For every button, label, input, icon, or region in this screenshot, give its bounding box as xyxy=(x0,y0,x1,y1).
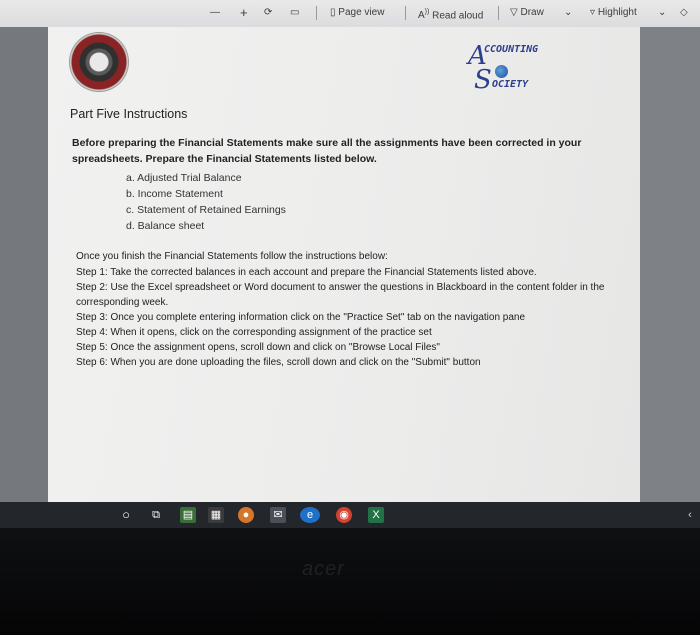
excel-icon[interactable]: X xyxy=(368,507,384,523)
step-item: Step 6: When you are done uploading the files, scroll down and click on the "Submit" button xyxy=(76,357,481,368)
page-view-label: Page view xyxy=(338,7,385,18)
laptop-bezel xyxy=(0,528,700,635)
logo-initial-a: A xyxy=(468,41,487,71)
store-icon[interactable]: ▦ xyxy=(208,507,224,523)
step-item: Step 1: Take the corrected balances in each account and prepare the Financial Statements listed above. xyxy=(76,267,537,278)
list-item: d. Balance sheet xyxy=(126,220,205,232)
viewer-background-left xyxy=(0,27,48,502)
task-view-icon[interactable]: ⧉ xyxy=(152,509,160,521)
list-item: a. Adjusted Trial Balance xyxy=(126,172,242,184)
taskbar xyxy=(0,502,700,528)
page-view-button[interactable] xyxy=(330,6,384,20)
university-seal-logo xyxy=(70,33,128,91)
document-page xyxy=(48,27,640,502)
list-item: c. Statement of Retained Earnings xyxy=(126,204,286,216)
mail-icon[interactable]: ✉ xyxy=(270,507,286,523)
logo-text-society: OCIETY xyxy=(492,79,529,90)
list-item: b. Income Statement xyxy=(126,188,223,200)
edge-icon[interactable]: e xyxy=(300,507,320,523)
draw-icon: ▽ xyxy=(510,7,518,18)
highlight-icon: ▿ xyxy=(590,7,596,18)
read-aloud-button[interactable] xyxy=(418,6,483,20)
logo-text-accounting: CCOUNTING xyxy=(484,44,539,55)
draw-button[interactable] xyxy=(510,6,544,20)
toolbar-divider xyxy=(498,6,499,20)
highlight-label: Highlight xyxy=(597,7,637,18)
draw-label: Draw xyxy=(520,7,544,18)
chevron-left-icon[interactable]: ‹ xyxy=(688,509,692,521)
globe-icon xyxy=(495,65,508,78)
intro-paragraph: Before preparing the Financial Statements make sure all the assignments have been corrected in your spreadsheets. Prepare the Financial Statements listed below. xyxy=(72,137,582,165)
read-aloud-icon: A)) xyxy=(418,9,430,22)
step-item: Step 3: Once you complete entering information click on the "Practice Set" tab on the navigation pane xyxy=(76,312,526,323)
search-circle-icon[interactable]: ○ xyxy=(122,507,130,522)
section-heading: Part Five Instructions xyxy=(70,107,188,121)
step-item: Step 5: Once the assignment opens, scroll down and click on "Browse Local Files" xyxy=(76,342,440,353)
steps-intro: Once you finish the Financial Statements follow the instructions below: xyxy=(76,251,388,262)
steps-section xyxy=(76,249,616,370)
zoom-in-button[interactable]: + xyxy=(240,5,248,20)
accounting-society-logo xyxy=(464,41,544,101)
step-item: Step 4: When it opens, click on the corresponding assignment of the practice set xyxy=(76,327,432,338)
read-aloud-label: Read aloud xyxy=(432,10,484,22)
file-explorer-icon[interactable]: ▤ xyxy=(180,507,196,523)
page-view-icon: ▯ xyxy=(330,7,336,18)
eraser-icon[interactable]: ◇ xyxy=(680,7,688,18)
step-item: Step 2: Use the Excel spreadsheet or Word document to answer the questions in Blackboard in the content folder in the corresponding week. xyxy=(76,282,605,308)
viewer-background-right xyxy=(640,27,700,502)
toolbar-divider xyxy=(405,6,406,20)
draw-dropdown-chevron-icon[interactable]: ⌄ xyxy=(564,7,573,18)
highlight-button[interactable] xyxy=(590,6,637,20)
rotate-icon[interactable]: ⟳ xyxy=(264,7,273,18)
toolbar-divider xyxy=(316,6,317,20)
highlight-dropdown-chevron-icon[interactable]: ⌄ xyxy=(658,7,667,18)
fit-page-icon[interactable]: ▭ xyxy=(290,7,300,18)
laptop-brand-logo: acer xyxy=(302,558,345,580)
chrome-icon[interactable]: ◉ xyxy=(336,507,352,523)
statements-list xyxy=(126,170,286,234)
logo-initial-s: S xyxy=(474,65,492,95)
firefox-icon[interactable]: ● xyxy=(238,507,254,523)
zoom-out-button[interactable]: — xyxy=(210,7,220,18)
pdf-toolbar xyxy=(0,0,700,27)
